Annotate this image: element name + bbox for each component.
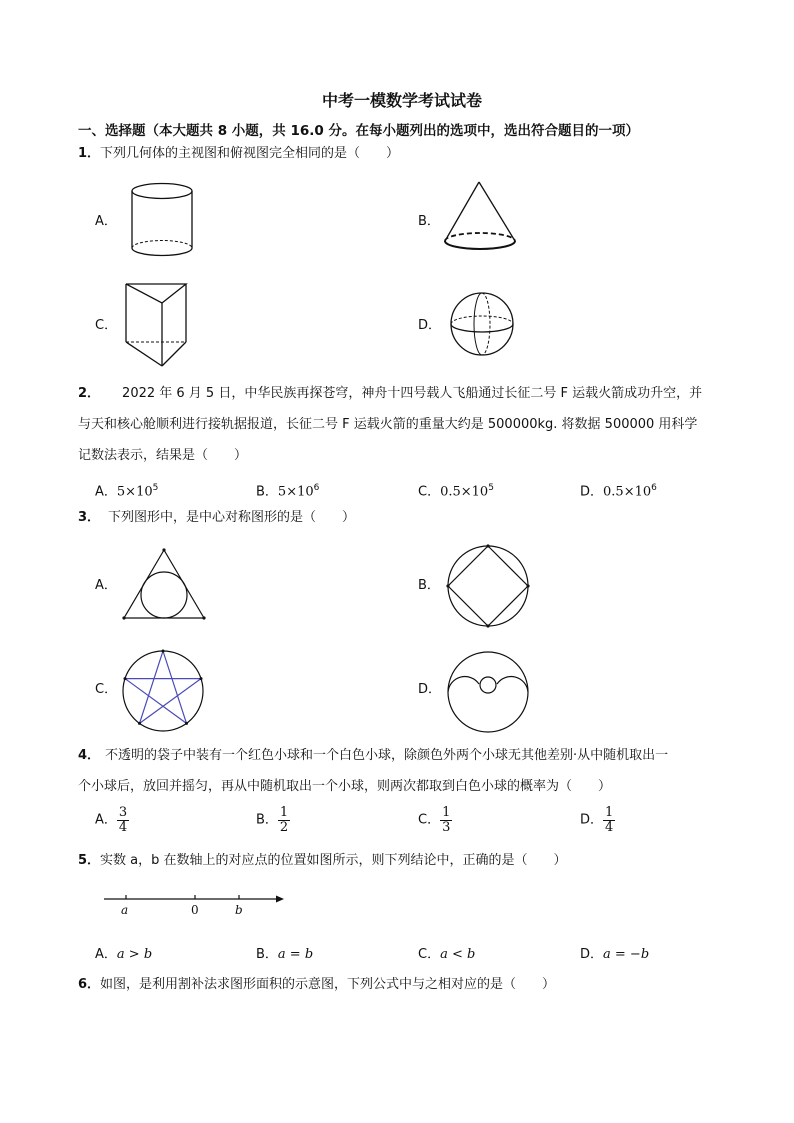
option-label: D． xyxy=(580,484,604,500)
question-6 xyxy=(78,977,555,993)
option-exponent: 6 xyxy=(313,483,320,493)
question-3 xyxy=(78,510,355,526)
fraction xyxy=(278,806,290,835)
q3-option-d-label[interactable]: D． xyxy=(418,682,442,697)
q4-option-c[interactable] xyxy=(418,806,452,835)
option-label: C． xyxy=(418,484,441,500)
q3-option-c-label[interactable]: C． xyxy=(95,682,118,697)
q5-option-d[interactable] xyxy=(580,947,649,963)
cone-icon xyxy=(441,180,521,262)
question-4-line2: 个小球后，放回并摇匀，再从中随机取出一个小球，则两次都取到白色小球的概率为（ ） xyxy=(78,779,612,794)
q1-option-b-label[interactable]: B． xyxy=(418,214,440,229)
option-label: A． xyxy=(95,484,117,500)
sphere-icon xyxy=(449,291,515,357)
option-expression: a > b xyxy=(116,947,153,962)
denominator: 2 xyxy=(279,820,289,835)
q5-option-b[interactable] xyxy=(256,947,313,963)
question-4 xyxy=(78,748,668,764)
cylinder-icon xyxy=(125,182,199,260)
question-text-line1: 2022 年 6 月 5 日，中华民族再探苍穹，神舟十四号载人飞船通过长征二号 F 运载火箭成功升空，并 xyxy=(122,386,703,401)
option-label: C． xyxy=(418,812,441,828)
q1-option-a-label[interactable]: A． xyxy=(95,214,117,229)
q4-option-a[interactable] xyxy=(95,806,129,835)
option-base: 5×10 xyxy=(116,484,153,500)
question-5 xyxy=(78,853,567,869)
question-2-line2: 与天和核心舱顺利进行接轨据报道，长征二号 F 运载火箭的重量大约是 500000kg. 将数据 500000 用科学 xyxy=(78,417,698,432)
q4-option-d[interactable] xyxy=(580,806,615,835)
option-label: D． xyxy=(580,947,604,962)
q4-option-b[interactable] xyxy=(256,806,290,835)
q2-option-a[interactable] xyxy=(95,480,158,500)
question-2 xyxy=(78,386,702,402)
numerator: 1 xyxy=(442,805,451,820)
q5-option-c[interactable] xyxy=(418,947,475,963)
option-label: A． xyxy=(95,947,117,962)
denominator: 4 xyxy=(118,820,128,835)
question-number: 5． xyxy=(78,853,101,868)
question-text-line1: 不透明的袋子中装有一个红色小球和一个白色小球，除颜色外两个小球无其他差别·从中随机取出一 xyxy=(105,748,669,763)
circle-star-icon xyxy=(121,649,205,733)
option-base: 0.5×10 xyxy=(440,484,489,500)
option-base: 5×10 xyxy=(277,484,314,500)
q3-option-a-label[interactable]: A． xyxy=(95,578,117,593)
number-line-label-zero: 0 xyxy=(191,903,199,917)
section-heading: 一、选择题（本大题共 8 小题，共 16.0 分。在每小题列出的选项中，选出符合题目的一项） xyxy=(78,123,640,139)
option-label: B． xyxy=(256,484,278,500)
denominator: 3 xyxy=(442,820,451,835)
option-label: B． xyxy=(256,812,278,828)
option-label: B． xyxy=(256,947,278,962)
numerator: 1 xyxy=(605,805,614,820)
option-label: C． xyxy=(418,947,441,962)
option-expression: a = −b xyxy=(603,947,650,962)
option-exponent: 6 xyxy=(651,483,657,493)
option-expression: a = b xyxy=(277,947,314,962)
triangular-prism-icon xyxy=(124,281,190,373)
question-number: 4． xyxy=(78,748,101,763)
numerator: 1 xyxy=(279,805,289,820)
circle-inscribed-square-icon xyxy=(446,544,530,628)
number-line-label-a: a xyxy=(121,903,129,917)
question-number: 6． xyxy=(78,977,101,992)
option-label: D． xyxy=(580,812,604,828)
question-number: 1． xyxy=(78,146,101,161)
q5-option-a[interactable] xyxy=(95,947,152,963)
option-exponent: 5 xyxy=(488,483,494,493)
q2-option-d[interactable] xyxy=(580,480,657,500)
question-text: 下列几何体的主视图和俯视图完全相同的是（ ） xyxy=(100,146,400,161)
fraction xyxy=(117,806,129,835)
question-number: 2． xyxy=(78,386,101,401)
option-label: A． xyxy=(95,812,117,828)
question-text: 下列图形中，是中心对称图形的是（ ） xyxy=(108,510,356,525)
page-title: 中考一模数学考试试卷 xyxy=(322,91,483,110)
denominator: 4 xyxy=(605,820,614,835)
question-text: 实数 a，b 在数轴上的对应点的位置如图所示，则下列结论中，正确的是（ ） xyxy=(100,853,567,868)
numerator: 3 xyxy=(118,805,128,820)
q2-option-c[interactable] xyxy=(418,480,494,500)
circle-arcs-icon xyxy=(446,650,530,734)
question-1 xyxy=(78,146,399,162)
option-expression: a < b xyxy=(440,947,476,962)
fraction xyxy=(603,806,615,835)
q2-option-b[interactable] xyxy=(256,480,319,500)
option-base: 0.5×10 xyxy=(603,484,652,500)
q1-option-d-label[interactable]: D． xyxy=(418,318,442,333)
triangle-incircle-icon xyxy=(122,548,208,622)
option-exponent: 5 xyxy=(152,483,159,493)
number-line-label-b: b xyxy=(235,903,243,917)
question-2-line3: 记数法表示，结果是（ ） xyxy=(78,448,248,463)
fraction xyxy=(440,806,452,835)
q3-option-b-label[interactable]: B． xyxy=(418,578,440,593)
q1-option-c-label[interactable]: C． xyxy=(95,318,118,333)
question-number: 3． xyxy=(78,510,101,525)
question-text: 如图，是利用割补法求图形面积的示意图，下列公式中与之相对应的是（ ） xyxy=(100,977,556,992)
